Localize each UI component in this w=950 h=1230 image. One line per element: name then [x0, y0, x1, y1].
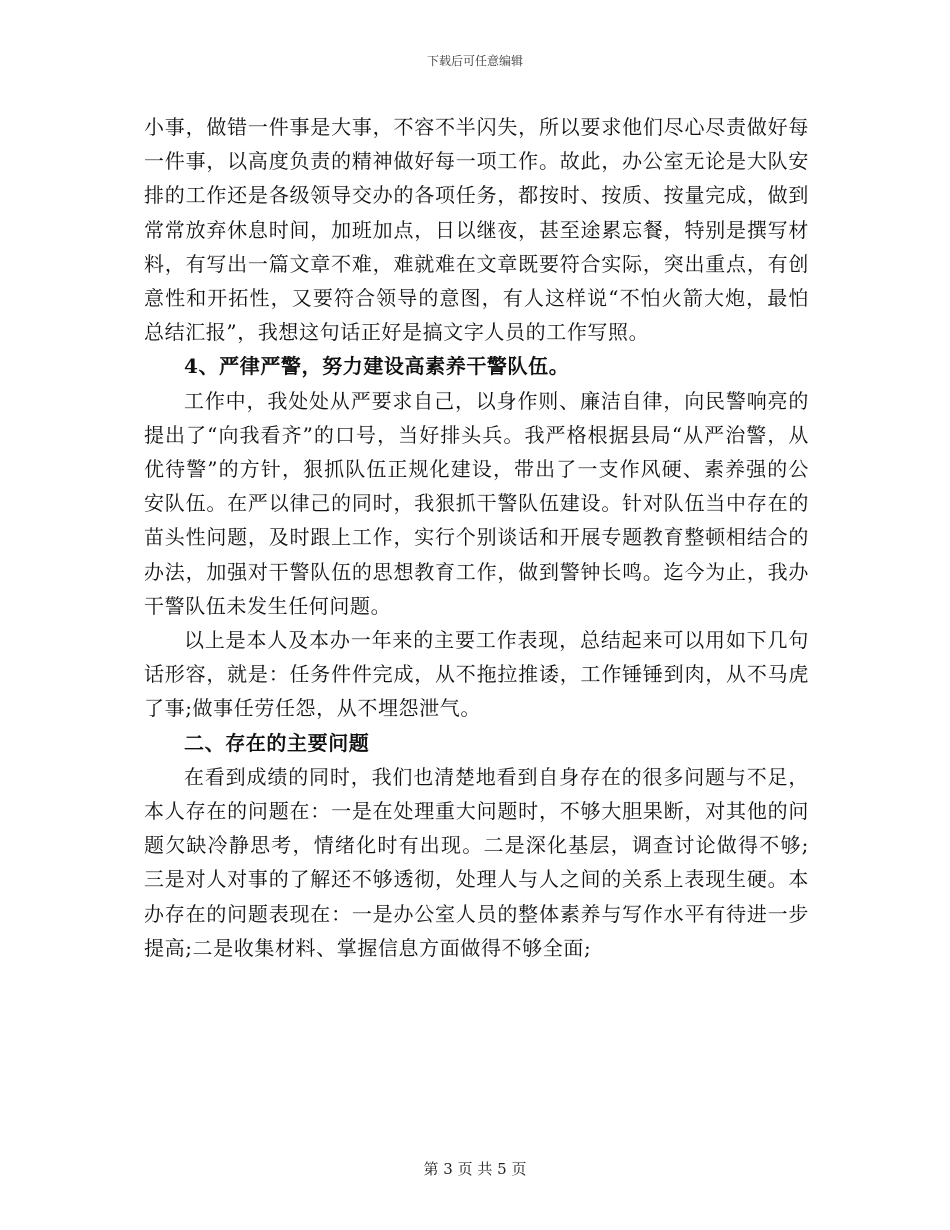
paragraph-discipline: 工作中，我处处从严要求自己，以身作则、廉洁自律，向民警响亮的提出了“向我看齐”的口号，当好排头兵。我严格根据县局“从严治警，从优待警”的方针，狠抓队伍正规化建设，带出了一支作风硬、素养强的公安队伍。在严以律己的同时，我狠抓干警队伍建设。针对队伍当中存在的苗头性问题，及时跟上工作，实行个别谈话和开展专题教育整顿相结合的办法，加强对干警队伍的思想教育工作，做到警钟长鸣。迄今为止，我办干警队伍未发生任何问题。: [144, 388, 809, 618]
page-number: 第 3 页 共 5 页: [423, 1160, 527, 1178]
paragraph-continuation: 小事，做错一件事是大事，不容不半闪失，所以要求他们尽心尽责做好每一件事，以高度负责的精神做好每一项工作。故此，办公室无论是大队安排的工作还是各级领导交办的各项任务，都按时、按质、按量完成，做到常常放弃休息时间，加班加点，日以继夜，甚至途累忘餐，特别是撰写材料，有写出一篇文章不难，难就难在文章既要符合实际，突出重点，有创意性和开拓性，又要符合领导的意图，有人这样说“不怕火箭大炮，最怕总结汇报”，我想这句话正好是搞文字人员的工作写照。: [144, 115, 809, 345]
paragraph-summary: 以上是本人及本办一年来的主要工作表现，总结起来可以用如下几句话形容，就是：任务件件完成，从不拖拉推诿，工作锤锤到肉，从不马虎了事;做事任劳任怨，从不埋怨泄气。: [144, 628, 809, 721]
page-header: 下载后可任意编辑: [426, 54, 523, 68]
section-heading-4: 4、严律严警，努力建设高素养干警队伍。: [184, 354, 570, 379]
paragraph-problems: 在看到成绩的同时，我们也清楚地看到自身存在的很多问题与不足，本人存在的问题在：一是在处理重大问题时，不够大胆果断，对其他的问题欠缺冷静思考，情绪化时有出现。二是深化基层，调查讨论做得不够;三是对人对事的了解还不够透彻，处理人与人之间的关系上表现生硬。本办存在的问题表现在：一是办公室人员的整体素养与写作水平有待进一步提高;二是收集材料、掌握信息方面做得不够全面;: [144, 764, 809, 960]
section-heading-problems: 二、存在的主要问题: [184, 730, 370, 755]
document-body: [144, 110, 809, 965]
